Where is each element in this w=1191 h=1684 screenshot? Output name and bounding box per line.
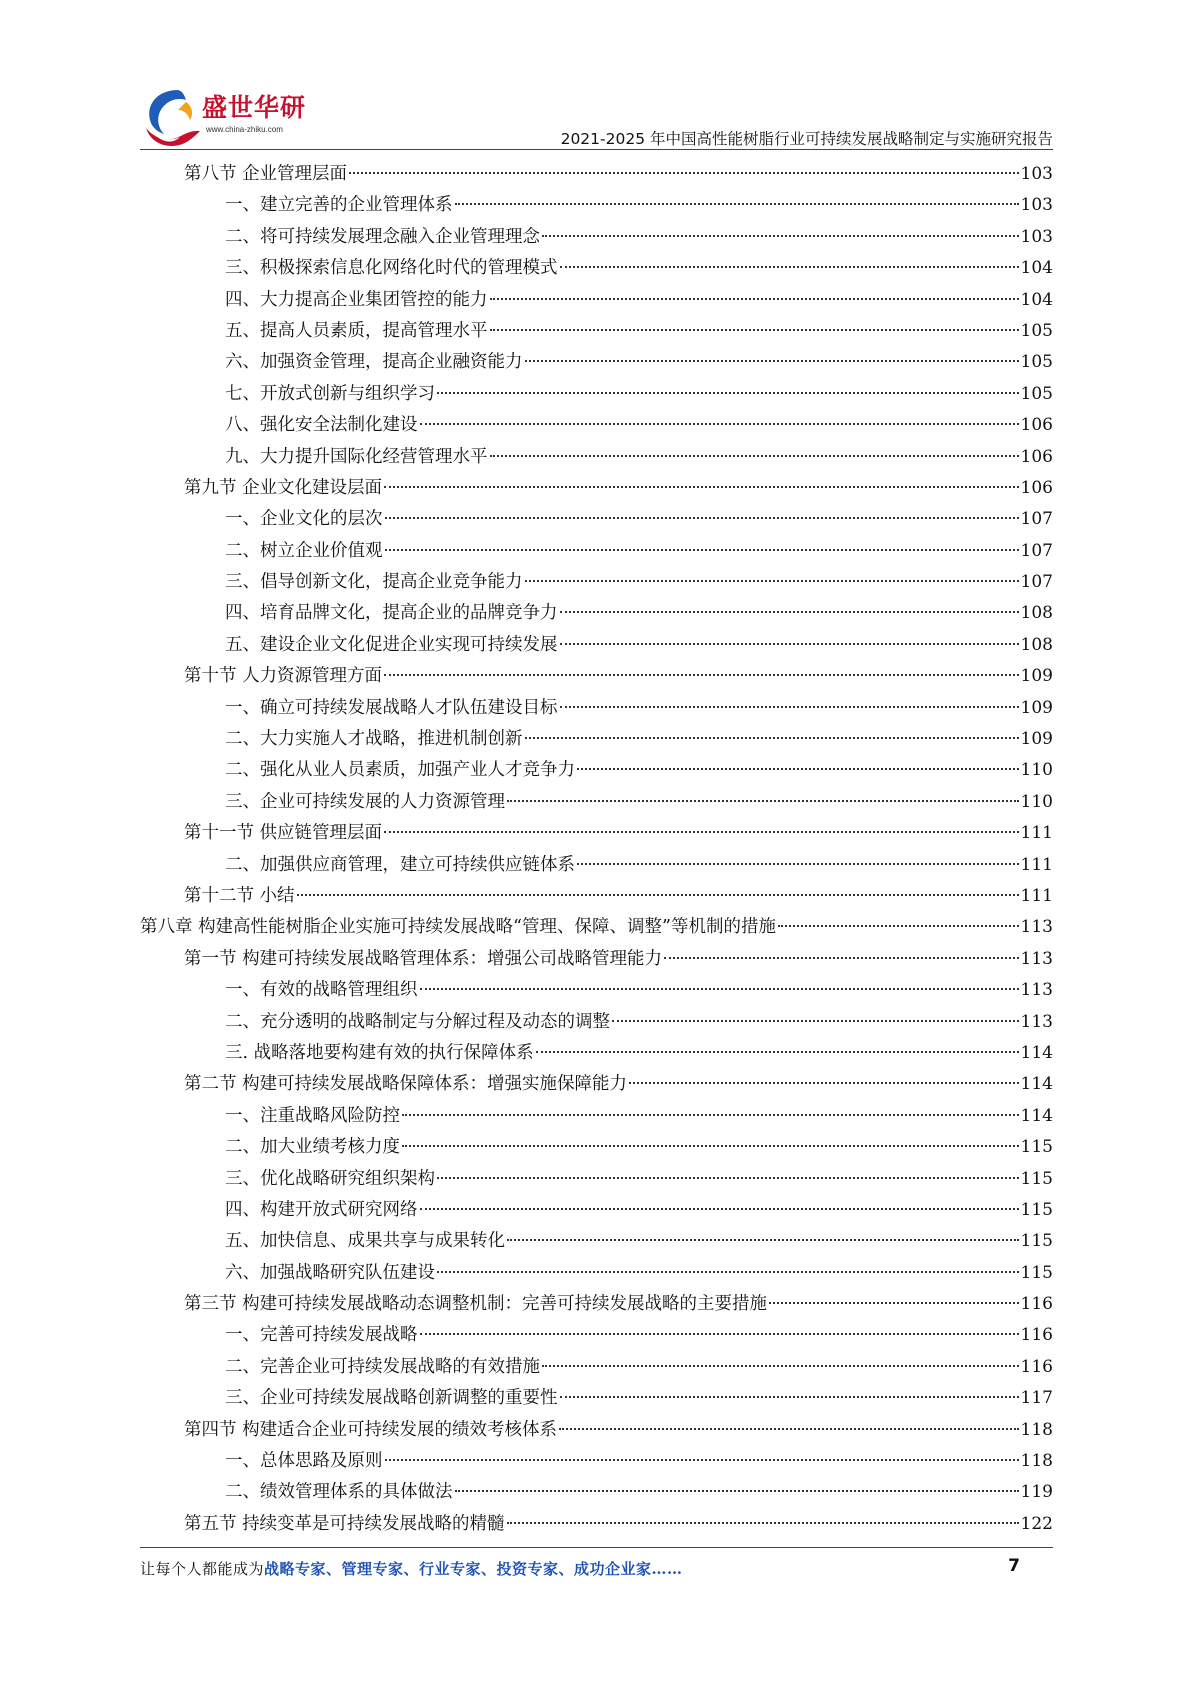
dot-leader bbox=[385, 1459, 1019, 1461]
toc-entry-page: 109 bbox=[1020, 697, 1053, 718]
toc-entry[interactable] bbox=[140, 1320, 1053, 1351]
footer-slogan bbox=[140, 1558, 683, 1579]
dot-leader bbox=[664, 957, 1018, 959]
toc-entry[interactable] bbox=[140, 1069, 1053, 1100]
toc-entry-page: 108 bbox=[1020, 603, 1053, 624]
dot-leader bbox=[437, 392, 1019, 394]
toc-entry-title: 二、将可持续发展理念融入企业管理理念 bbox=[225, 226, 540, 247]
logo-url: www.china-zhiku.com bbox=[206, 125, 283, 134]
toc-entry-page: 113 bbox=[1020, 917, 1053, 938]
toc-entry[interactable] bbox=[140, 1383, 1053, 1414]
toc-entry[interactable] bbox=[140, 1038, 1053, 1069]
dot-leader bbox=[490, 455, 1019, 457]
toc-entry-page: 103 bbox=[1020, 195, 1053, 216]
dot-leader bbox=[384, 674, 1018, 676]
toc-entry[interactable] bbox=[140, 912, 1053, 943]
toc-entry-page: 103 bbox=[1020, 226, 1053, 247]
dot-leader bbox=[420, 988, 1019, 990]
page-number: 7 bbox=[1008, 1556, 1020, 1576]
toc-entry[interactable] bbox=[140, 1164, 1053, 1195]
dot-leader bbox=[778, 925, 1019, 927]
toc-entry[interactable] bbox=[140, 630, 1053, 661]
dot-leader bbox=[560, 611, 1019, 613]
toc-entry[interactable] bbox=[140, 442, 1053, 473]
toc-entry[interactable] bbox=[140, 724, 1053, 755]
toc-entry-title: 一、总体思路及原则 bbox=[225, 1451, 383, 1472]
toc-entry-title: 一、有效的战略管理组织 bbox=[225, 980, 418, 1001]
dot-leader bbox=[349, 172, 1018, 174]
toc-entry-page: 114 bbox=[1020, 1074, 1053, 1095]
toc-entry-page: 107 bbox=[1020, 509, 1053, 530]
toc-entry-page: 110 bbox=[1020, 760, 1053, 781]
toc-entry[interactable] bbox=[140, 787, 1053, 818]
toc-entry[interactable] bbox=[140, 1258, 1053, 1289]
dot-leader bbox=[420, 423, 1019, 425]
toc-entry-page: 113 bbox=[1020, 948, 1053, 969]
toc-entry-title: 四、培育品牌文化，提高企业的品牌竞争力 bbox=[225, 603, 558, 624]
toc-entry[interactable] bbox=[140, 1195, 1053, 1226]
dot-leader bbox=[536, 1051, 1019, 1053]
toc-entry[interactable] bbox=[140, 253, 1053, 284]
toc-entry-page: 115 bbox=[1020, 1199, 1053, 1220]
toc-entry-page: 116 bbox=[1020, 1294, 1053, 1315]
toc-entry-page: 114 bbox=[1020, 1042, 1053, 1063]
toc-entry-title: 三、企业可持续发展的人力资源管理 bbox=[225, 791, 505, 812]
toc-entry-page: 111 bbox=[1020, 885, 1053, 906]
toc-entry-page: 104 bbox=[1020, 289, 1053, 310]
dot-leader bbox=[560, 266, 1019, 268]
dot-leader bbox=[437, 1177, 1019, 1179]
toc-entry-title: 二、树立企业价值观 bbox=[225, 540, 383, 561]
toc-entry-page: 115 bbox=[1020, 1168, 1053, 1189]
toc-entry-page: 115 bbox=[1020, 1231, 1053, 1252]
toc-entry-page: 111 bbox=[1020, 823, 1053, 844]
toc-entry-title: 三、优化战略研究组织架构 bbox=[225, 1168, 435, 1189]
logo-emblem-icon bbox=[140, 84, 204, 150]
toc-entry-title: 第八章 构建高性能树脂企业实施可持续发展战略“管理、保障、调整”等机制的措施 bbox=[140, 917, 776, 938]
toc-entry-title: 二、完善企业可持续发展战略的有效措施 bbox=[225, 1356, 540, 1377]
dot-leader bbox=[490, 298, 1019, 300]
toc-entry-title: 四、大力提高企业集团管控的能力 bbox=[225, 289, 488, 310]
toc-entry-page: 114 bbox=[1020, 1105, 1053, 1126]
toc-entry[interactable] bbox=[140, 473, 1053, 504]
toc-entry-title: 三、企业可持续发展战略创新调整的重要性 bbox=[225, 1388, 558, 1409]
toc-entry[interactable] bbox=[140, 316, 1053, 347]
toc-entry-title: 五、提高人员素质，提高管理水平 bbox=[225, 320, 488, 341]
dot-leader bbox=[507, 1239, 1019, 1241]
toc-entry-title: 三、积极探索信息化网络化时代的管理模式 bbox=[225, 258, 558, 279]
dot-leader bbox=[542, 1365, 1019, 1367]
toc-entry-title: 二、加强供应商管理，建立可持续供应链体系 bbox=[225, 854, 575, 875]
dot-leader bbox=[507, 800, 1019, 802]
toc-entry[interactable] bbox=[140, 222, 1053, 253]
toc-entry-title: 第五节 持续变革是可持续发展战略的精髓 bbox=[184, 1513, 505, 1534]
toc-entry-page: 117 bbox=[1020, 1388, 1053, 1409]
dot-leader bbox=[297, 894, 1019, 896]
toc-entry-title: 第十一节 供应链管理层面 bbox=[184, 823, 383, 844]
dot-leader bbox=[420, 1333, 1019, 1335]
toc-entry-title: 第十节 人力资源管理方面 bbox=[184, 666, 383, 687]
dot-leader bbox=[455, 1490, 1019, 1492]
toc-entry-title: 二、绩效管理体系的具体做法 bbox=[225, 1482, 453, 1503]
toc-entry-page: 113 bbox=[1020, 1011, 1053, 1032]
dot-leader bbox=[455, 203, 1019, 205]
company-logo bbox=[140, 84, 315, 150]
toc-entry-title: 第十二节 小结 bbox=[184, 885, 295, 906]
toc-entry-title: 一、企业文化的层次 bbox=[225, 509, 383, 530]
toc-entry-title: 六、加强战略研究队伍建设 bbox=[225, 1262, 435, 1283]
toc-entry-page: 118 bbox=[1020, 1419, 1053, 1440]
dot-leader bbox=[577, 863, 1019, 865]
dot-leader bbox=[769, 1302, 1018, 1304]
toc-entry-page: 109 bbox=[1020, 666, 1053, 687]
toc-entry[interactable] bbox=[140, 1101, 1053, 1132]
dot-leader bbox=[542, 235, 1019, 237]
toc-entry-title: 第二节 构建可持续发展战略保障体系：增强实施保障能力 bbox=[184, 1074, 628, 1095]
dot-leader bbox=[559, 1428, 1018, 1430]
footer-divider bbox=[140, 1547, 1053, 1548]
toc-entry-page: 105 bbox=[1020, 352, 1053, 373]
toc-entry[interactable] bbox=[140, 190, 1053, 221]
toc-entry-page: 108 bbox=[1020, 634, 1053, 655]
logo-name: 盛世华研 bbox=[202, 93, 307, 122]
toc-entry[interactable] bbox=[140, 536, 1053, 567]
dot-leader bbox=[385, 549, 1019, 551]
toc-entry-title: 第八节 企业管理层面 bbox=[184, 164, 348, 184]
toc-entry-title: 三、倡导创新文化，提高企业竞争能力 bbox=[225, 572, 523, 593]
toc-entry[interactable] bbox=[140, 410, 1053, 441]
toc-entry[interactable] bbox=[140, 1446, 1053, 1477]
toc-entry[interactable] bbox=[140, 818, 1053, 849]
dot-leader bbox=[385, 517, 1019, 519]
dot-leader bbox=[560, 1396, 1019, 1398]
toc-entry[interactable] bbox=[140, 379, 1053, 410]
toc-entry-page: 113 bbox=[1020, 980, 1053, 1001]
toc-entry[interactable] bbox=[140, 347, 1053, 378]
toc-entry-title: 五、加快信息、成果共享与成果转化 bbox=[225, 1231, 505, 1252]
toc-entry-title: 六、加强资金管理，提高企业融资能力 bbox=[225, 352, 523, 373]
dot-leader bbox=[402, 1114, 1019, 1116]
toc-entry-title: 第四节 构建适合企业可持续发展的绩效考核体系 bbox=[184, 1419, 558, 1440]
dot-leader bbox=[490, 329, 1019, 331]
dot-leader bbox=[507, 1522, 1019, 1524]
toc-entry-page: 104 bbox=[1020, 258, 1053, 279]
toc-entry-page: 109 bbox=[1020, 729, 1053, 750]
toc-entry[interactable] bbox=[140, 1226, 1053, 1257]
toc-entry[interactable] bbox=[140, 944, 1053, 975]
toc-entry-page: 103 bbox=[1020, 164, 1053, 184]
toc-entry[interactable] bbox=[140, 1007, 1053, 1038]
toc-entry-title: 九、大力提升国际化经营管理水平 bbox=[225, 446, 488, 467]
slogan-prefix: 让每个人都能成为 bbox=[140, 1560, 265, 1578]
toc-entry-title: 二、加大业绩考核力度 bbox=[225, 1137, 400, 1158]
toc-entry-page: 111 bbox=[1020, 854, 1053, 875]
toc-entry-title: 一、确立可持续发展战略人才队伍建设目标 bbox=[225, 697, 558, 718]
toc-entry-page: 106 bbox=[1020, 477, 1053, 498]
dot-leader bbox=[560, 643, 1019, 645]
toc-entry-page: 119 bbox=[1020, 1482, 1053, 1503]
toc-entry[interactable] bbox=[140, 1289, 1053, 1320]
toc-entry-page: 107 bbox=[1020, 572, 1053, 593]
toc-entry-title: 一、完善可持续发展战略 bbox=[225, 1325, 418, 1346]
toc-entry-title: 第九节 企业文化建设层面 bbox=[184, 477, 383, 498]
toc-entry-page: 122 bbox=[1020, 1513, 1053, 1534]
toc-entry-title: 二、强化从业人员素质，加强产业人才竞争力 bbox=[225, 760, 575, 781]
toc-entry-page: 106 bbox=[1020, 446, 1053, 467]
toc-entry-title: 一、建立完善的企业管理体系 bbox=[225, 195, 453, 216]
toc-entry[interactable] bbox=[140, 285, 1053, 316]
toc-entry[interactable] bbox=[140, 598, 1053, 629]
dot-leader bbox=[525, 737, 1019, 739]
toc-entry[interactable] bbox=[140, 567, 1053, 598]
toc-entry[interactable] bbox=[140, 1477, 1053, 1508]
dot-leader bbox=[384, 486, 1018, 488]
toc-entry-page: 105 bbox=[1020, 320, 1053, 341]
table-of-contents bbox=[140, 159, 1053, 1540]
toc-entry-page: 116 bbox=[1020, 1325, 1053, 1346]
toc-entry[interactable] bbox=[140, 1352, 1053, 1383]
toc-entry-page: 116 bbox=[1020, 1356, 1053, 1377]
toc-entry-title: 第三节 构建可持续发展战略动态调整机制：完善可持续发展战略的主要措施 bbox=[184, 1294, 768, 1315]
toc-entry-title: 一、注重战略风险防控 bbox=[225, 1105, 400, 1126]
dot-leader bbox=[420, 1208, 1019, 1210]
report-title: 2021-2025 年中国高性能树脂行业可持续发展战略制定与实施研究报告 bbox=[560, 130, 1053, 148]
toc-entry[interactable] bbox=[140, 1132, 1053, 1163]
toc-entry-page: 115 bbox=[1020, 1137, 1053, 1158]
toc-entry[interactable] bbox=[140, 504, 1053, 535]
dot-leader bbox=[525, 580, 1019, 582]
toc-entry-page: 115 bbox=[1020, 1262, 1053, 1283]
toc-entry-title: 七、开放式创新与组织学习 bbox=[225, 383, 435, 404]
toc-entry-page: 110 bbox=[1020, 791, 1053, 812]
toc-entry-title: 五、建设企业文化促进企业实现可持续发展 bbox=[225, 634, 558, 655]
toc-entry[interactable] bbox=[140, 1509, 1053, 1540]
toc-entry[interactable] bbox=[140, 850, 1053, 881]
toc-entry-title: 第一节 构建可持续发展战略管理体系：增强公司战略管理能力 bbox=[184, 948, 663, 969]
toc-entry[interactable] bbox=[140, 159, 1053, 190]
toc-entry-title: 二、大力实施人才战略，推进机制创新 bbox=[225, 729, 523, 750]
toc-entry[interactable] bbox=[140, 1415, 1053, 1446]
toc-entry-page: 106 bbox=[1020, 415, 1053, 436]
toc-entry-page: 107 bbox=[1020, 540, 1053, 561]
toc-entry[interactable] bbox=[140, 693, 1053, 724]
toc-entry-title: 四、构建开放式研究网络 bbox=[225, 1199, 418, 1220]
toc-entry-page: 118 bbox=[1020, 1451, 1053, 1472]
dot-leader bbox=[384, 831, 1018, 833]
toc-entry[interactable] bbox=[140, 975, 1053, 1006]
toc-entry-title: 八、强化安全法制化建设 bbox=[225, 415, 418, 436]
toc-entry-page: 105 bbox=[1020, 383, 1053, 404]
dot-leader bbox=[560, 706, 1019, 708]
dot-leader bbox=[577, 768, 1019, 770]
dot-leader bbox=[525, 360, 1019, 362]
toc-entry[interactable] bbox=[140, 755, 1053, 786]
dot-leader bbox=[402, 1145, 1019, 1147]
dot-leader bbox=[437, 1271, 1019, 1273]
toc-entry-title: 二、充分透明的战略制定与分解过程及动态的调整 bbox=[225, 1011, 610, 1032]
toc-entry[interactable] bbox=[140, 661, 1053, 692]
header-divider bbox=[140, 149, 1053, 150]
dot-leader bbox=[612, 1020, 1019, 1022]
dot-leader bbox=[629, 1082, 1018, 1084]
toc-entry[interactable] bbox=[140, 881, 1053, 912]
toc-entry-title: 三. 战略落地要构建有效的执行保障体系 bbox=[225, 1042, 534, 1063]
slogan-roles: 战略专家、管理专家、行业专家、投资专家、成功企业家…… bbox=[264, 1560, 683, 1578]
